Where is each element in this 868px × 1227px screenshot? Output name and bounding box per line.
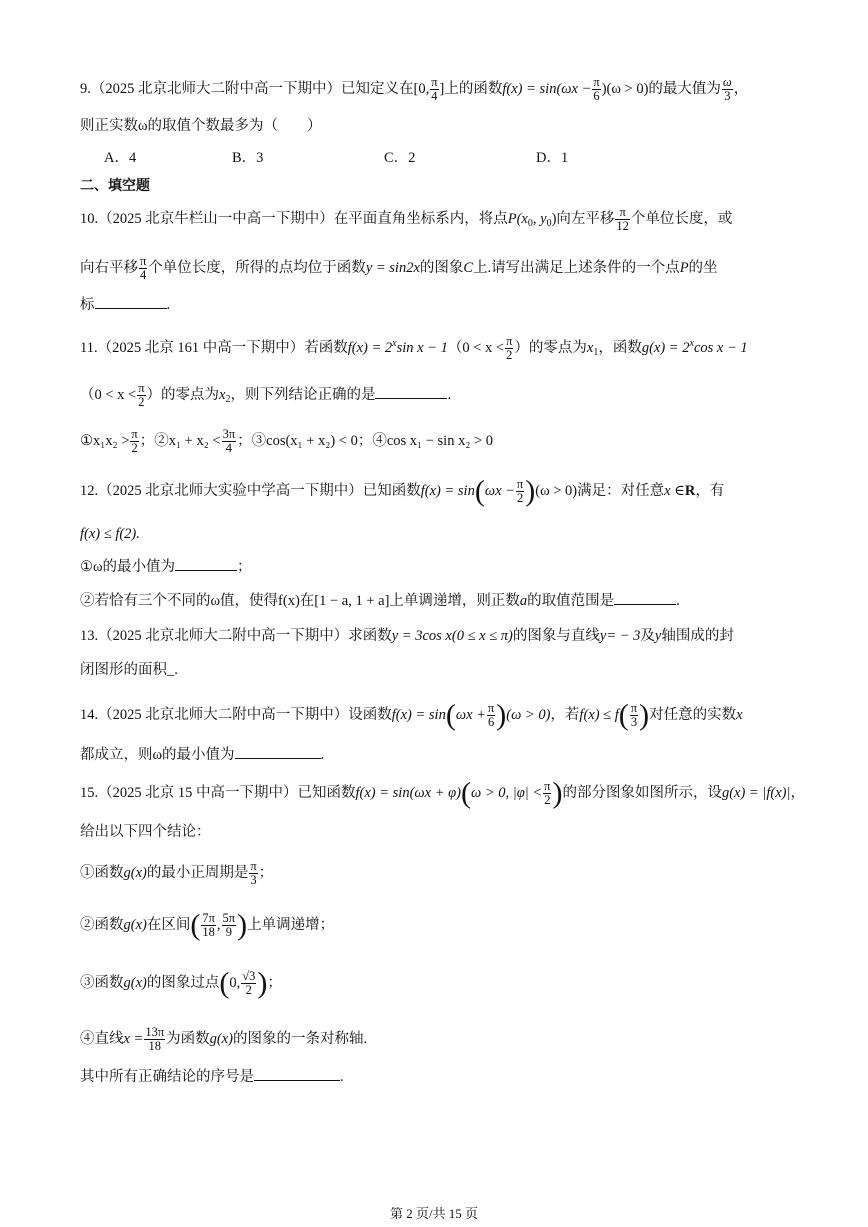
fraction: $\frac{\pi}{2}$ (506, 334, 513, 363)
q15-ending: 其中所有正确结论的序号是 . (80, 1066, 344, 1087)
fraction: $\frac{\pi}{4}$ (140, 254, 147, 282)
q11-line3: ①x₁x₂ > $\frac{\pi}{2}$ ；②x₁ + x₂ < $\frac{3\pi}{4}$ ；③cos(x₁ + x₂) < 0；④cos x₁ − sin x₂ > 0 (80, 427, 494, 455)
answer-blank[interactable] (235, 744, 321, 759)
fraction: $\frac{\pi}{12}$ (616, 205, 629, 233)
q9-option-d[interactable]: D．1 (536, 150, 569, 166)
q13-line1: 13.（2025 北京北师大二附中高一下期中）求函数y = 3cos x(0 ≤ x ≤ π)的图象与直线y= − 3及y轴围成的封 (80, 628, 734, 644)
q12-line2: f(x) ≤ f(2). (80, 526, 140, 542)
q15-line2: 给出以下四个结论： (80, 824, 211, 840)
q9-option-a[interactable]: A．4 (104, 150, 137, 166)
section-heading: 二、填空题 (80, 178, 150, 194)
q15-line1: 15.（2025 北京 15 中高一下期中）已知函数f(x) = sin(ωx + φ)(ω > 0, |φ| < $\frac{\pi}{2}$ )的部分图象如图所示，设g(x) = |f(x)|， (80, 776, 805, 810)
q12-line1: 12.（2025 北京北师大实验中学高一下期中）已知函数f(x) = sin(ωx − $\frac{\pi}{2}$ )(ω > 0)满足：对任意x ∈R，有 (80, 474, 725, 508)
q11-line1: 11.（2025 北京 161 中高一下期中）若函数$f(x) = 2^x\sin$ x − 1（0 < x < $\frac{\pi}{2}$ ）的零点为$x_1$，函数$g(x) = 2^x\cos$ x − 1 (80, 334, 748, 363)
q15-conclusion-3: ③函数g(x)的图象过点(0, $\frac{√3}{2}$ )； (80, 966, 282, 1000)
q10-line1: 10.（2025 北京牛栏山一中高一下期中）在平面直角坐标系内，将点$P(x_0$, $y_0$)向左平移 $\frac{\pi}{12}$ 个单位长度，或 (80, 205, 733, 233)
q10-line3: 标 . (80, 294, 170, 315)
fraction: $\frac{5\pi}{9}$ (222, 911, 236, 939)
fraction: $\frac{\pi}{6}$ (487, 701, 495, 729)
q12-line3: ①ω的最小值为 ； (80, 556, 252, 577)
fraction: $\frac{\pi}{4}$ (431, 75, 438, 103)
q9-line1: 9.（2025 北京北师大二附中高一下期中）已知定义在[0, $\frac{\pi}{4}$ ]上的函数f(x) = sin(ωx − $\frac{\pi}{6}$ )(ω > 0)的最大值为 $\frac{\omega}{3}$ ， (80, 75, 749, 103)
q14-line2: 都成立，则ω的最小值为 . (80, 744, 324, 765)
fraction: $\frac{\pi}{2}$ (516, 477, 524, 505)
fraction: $\frac{\pi}{2}$ (544, 779, 551, 807)
fraction: $\frac{7\pi}{18}$ (202, 911, 215, 939)
fraction: $\frac{3\pi}{4}$ (222, 427, 236, 455)
fraction: $\frac{\pi}{2}$ (138, 381, 145, 409)
q11-line2: （0 < x < $\frac{\pi}{2}$ ）的零点为$x_2$，则下列结论正确的是 . (80, 381, 452, 409)
q15-conclusion-2: ②函数g(x)在区间( $\frac{7\pi}{18}$ , $\frac{5\pi}{9}$ )上单调递增； (80, 908, 335, 942)
q13-line2: 闭图形的面积_. (80, 662, 178, 678)
answer-blank[interactable] (95, 294, 167, 309)
fraction: $\frac{\pi}{3}$ (250, 859, 257, 887)
q15-conclusion-1: ①函数g(x)的最小正周期是 $\frac{\pi}{3}$ ； (80, 859, 274, 887)
q9-option-b[interactable]: B．3 (232, 150, 264, 166)
answer-blank[interactable] (614, 590, 676, 605)
q15-conclusion-4: ④直线x = $\frac{13\pi}{18}$ 为函数g(x)的图象的一条对称轴. (80, 1025, 368, 1053)
q9-line2: 则正实数ω的取值个数最多为（ ） (80, 118, 322, 134)
answer-blank[interactable] (375, 384, 447, 399)
q10-line2: 向右平移 $\frac{\pi}{4}$ 个单位长度，所得的点均位于函数y = sin2x的图象C上.请写出满足上述条件的一个点P的坐 (80, 254, 718, 282)
q14-line1: 14.（2025 北京北师大二附中高一下期中）设函数f(x) = sin(ωx + $\frac{\pi}{6}$ )(ω > 0)，若f(x) ≤ f( $\frac{\pi}{3}$ )对任意的实数x (80, 698, 743, 732)
fraction: $\frac{√3}{2}$ (242, 969, 256, 997)
q9-stem: 9.（2025 北京北师大二附中高一下期中）已知定义在 (80, 80, 414, 97)
q12-line4: ②若恰有三个不同的ω值，使得f(x)在[1 − a, 1 + a]上单调递增，则正数a的取值范围是 . (80, 590, 680, 611)
fraction: $\frac{\pi}{6}$ (593, 75, 600, 103)
answer-blank[interactable] (175, 556, 237, 571)
q9-option-c[interactable]: C．2 (384, 150, 416, 166)
fraction: $\frac{\pi}{3}$ (630, 701, 638, 729)
page-footer: 第 2 页/共 15 页 (389, 1206, 479, 1221)
fraction: $\frac{\pi}{2}$ (131, 427, 138, 455)
fraction: $\frac{\omega}{3}$ (722, 75, 732, 103)
fraction: $\frac{13\pi}{18}$ (145, 1025, 165, 1053)
answer-blank[interactable] (254, 1066, 340, 1081)
